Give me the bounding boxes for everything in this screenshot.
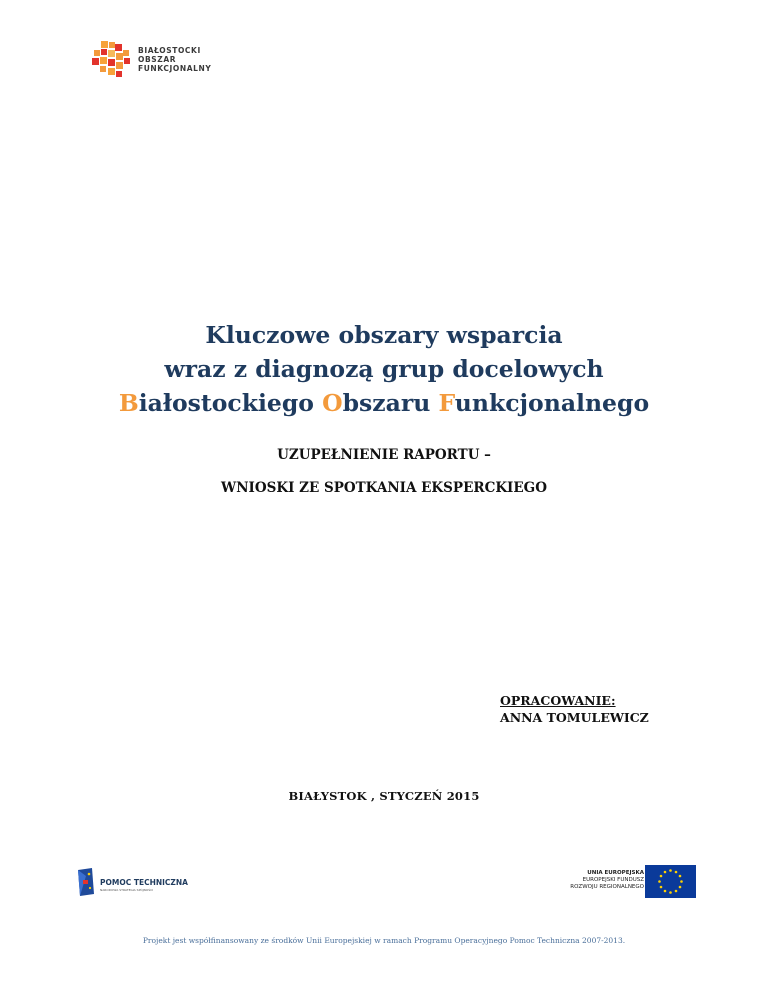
pomoc-techniczna-logo bbox=[76, 868, 206, 896]
bof-logo bbox=[92, 40, 222, 80]
logo-line-1: BIAŁOSTOCKI bbox=[138, 46, 201, 55]
eu-logo-text bbox=[570, 870, 644, 891]
funding-footer: Projekt jest współfinansowany ze środków Unii Europejskiej w ramach Programu Operacyjnego Pomoc Techniczna 2007-2013. bbox=[142, 936, 626, 945]
author-block bbox=[500, 692, 649, 726]
eu-logo bbox=[540, 864, 700, 898]
eu-line-1: UNIA EUROPEJSKA bbox=[587, 870, 644, 876]
logo-line-2: OBSZAR bbox=[138, 55, 177, 64]
title-initial-o: O bbox=[322, 389, 343, 417]
title-initial-b: B bbox=[118, 389, 139, 417]
pomoc-techniczna-label: POMOC TECHNICZNA bbox=[100, 878, 188, 887]
title-line-1: Kluczowe obszary wsparcia bbox=[205, 321, 563, 349]
author-label: OPRACOWANIE: bbox=[500, 693, 616, 708]
bof-logo-icon bbox=[92, 40, 134, 80]
eu-line-2: EUROPEJSKI FUNDUSZ bbox=[582, 877, 644, 883]
title-line-2: wraz z diagnozą grup docelowych bbox=[164, 355, 604, 383]
document-title bbox=[0, 318, 768, 420]
subtitle-line-1: UZUPEŁNIENIE RAPORTU – bbox=[277, 447, 491, 463]
title-word-3: unkcjonalnego bbox=[454, 389, 650, 417]
bof-logo-text bbox=[138, 46, 211, 73]
author-name: ANNA TOMULEWICZ bbox=[500, 710, 649, 725]
place-date: BIAŁYSTOK , STYCZEŃ 2015 bbox=[288, 789, 480, 803]
pomoc-techniczna-logo-icon bbox=[76, 868, 96, 896]
subtitle-line-2: WNIOSKI ZE SPOTKANIA EKSPERCKIEGO bbox=[221, 480, 547, 496]
logo-line-3: FUNKCJONALNY bbox=[138, 64, 212, 73]
title-word-1: iałostockiego bbox=[138, 389, 323, 417]
title-line-3 bbox=[0, 386, 768, 420]
eu-flag-icon bbox=[645, 865, 696, 898]
eu-line-3: ROZWOJU REGIONALNEGO bbox=[570, 884, 644, 890]
pomoc-techniczna-sublabel: NARODOWA STRATEGIA SPÓJNOŚCI bbox=[100, 888, 154, 892]
title-word-2: bszaru bbox=[342, 389, 439, 417]
title-initial-f: F bbox=[438, 389, 455, 417]
document-subtitle bbox=[0, 439, 768, 505]
